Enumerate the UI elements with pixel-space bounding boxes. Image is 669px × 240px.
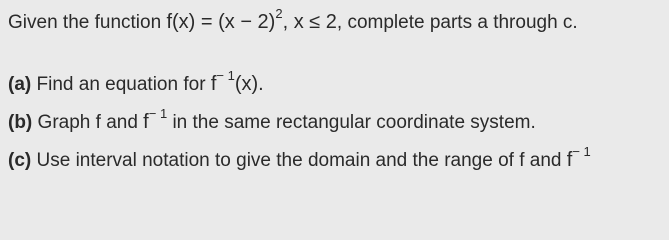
part-a-text-end: (x).	[234, 73, 264, 95]
function-domain-condition: , x ≤ 2	[282, 11, 337, 33]
intro-instruction: , complete parts a through c.	[336, 12, 578, 33]
part-c	[8, 144, 591, 174]
part-b-text-end: in the same rectangular coordinate system.	[167, 112, 536, 133]
function-exponent: 2	[275, 6, 283, 21]
part-c-label: (c)	[8, 150, 32, 171]
part-b-inverse-f: f	[143, 111, 149, 133]
part-b	[8, 106, 536, 136]
part-a	[8, 68, 264, 98]
part-a-label: (a)	[8, 74, 32, 95]
part-b-label: (b)	[8, 112, 33, 133]
function-expression: f(x) = (x − 2)	[166, 11, 276, 33]
problem-statement	[8, 6, 578, 36]
part-a-inverse-f: f	[210, 73, 217, 95]
part-c-inverse-f: f	[566, 149, 573, 171]
part-c-text: Use interval notation to give the domain and the range of f and	[31, 150, 567, 171]
intro-text: Given the function	[8, 12, 167, 33]
part-a-inverse-sup: − 1	[216, 68, 235, 83]
part-b-text: Graph f and	[32, 112, 144, 133]
part-c-inverse-sup: − 1	[572, 144, 591, 159]
part-b-inverse-sup: − 1	[148, 106, 168, 121]
part-a-text: Find an equation for	[31, 74, 211, 95]
